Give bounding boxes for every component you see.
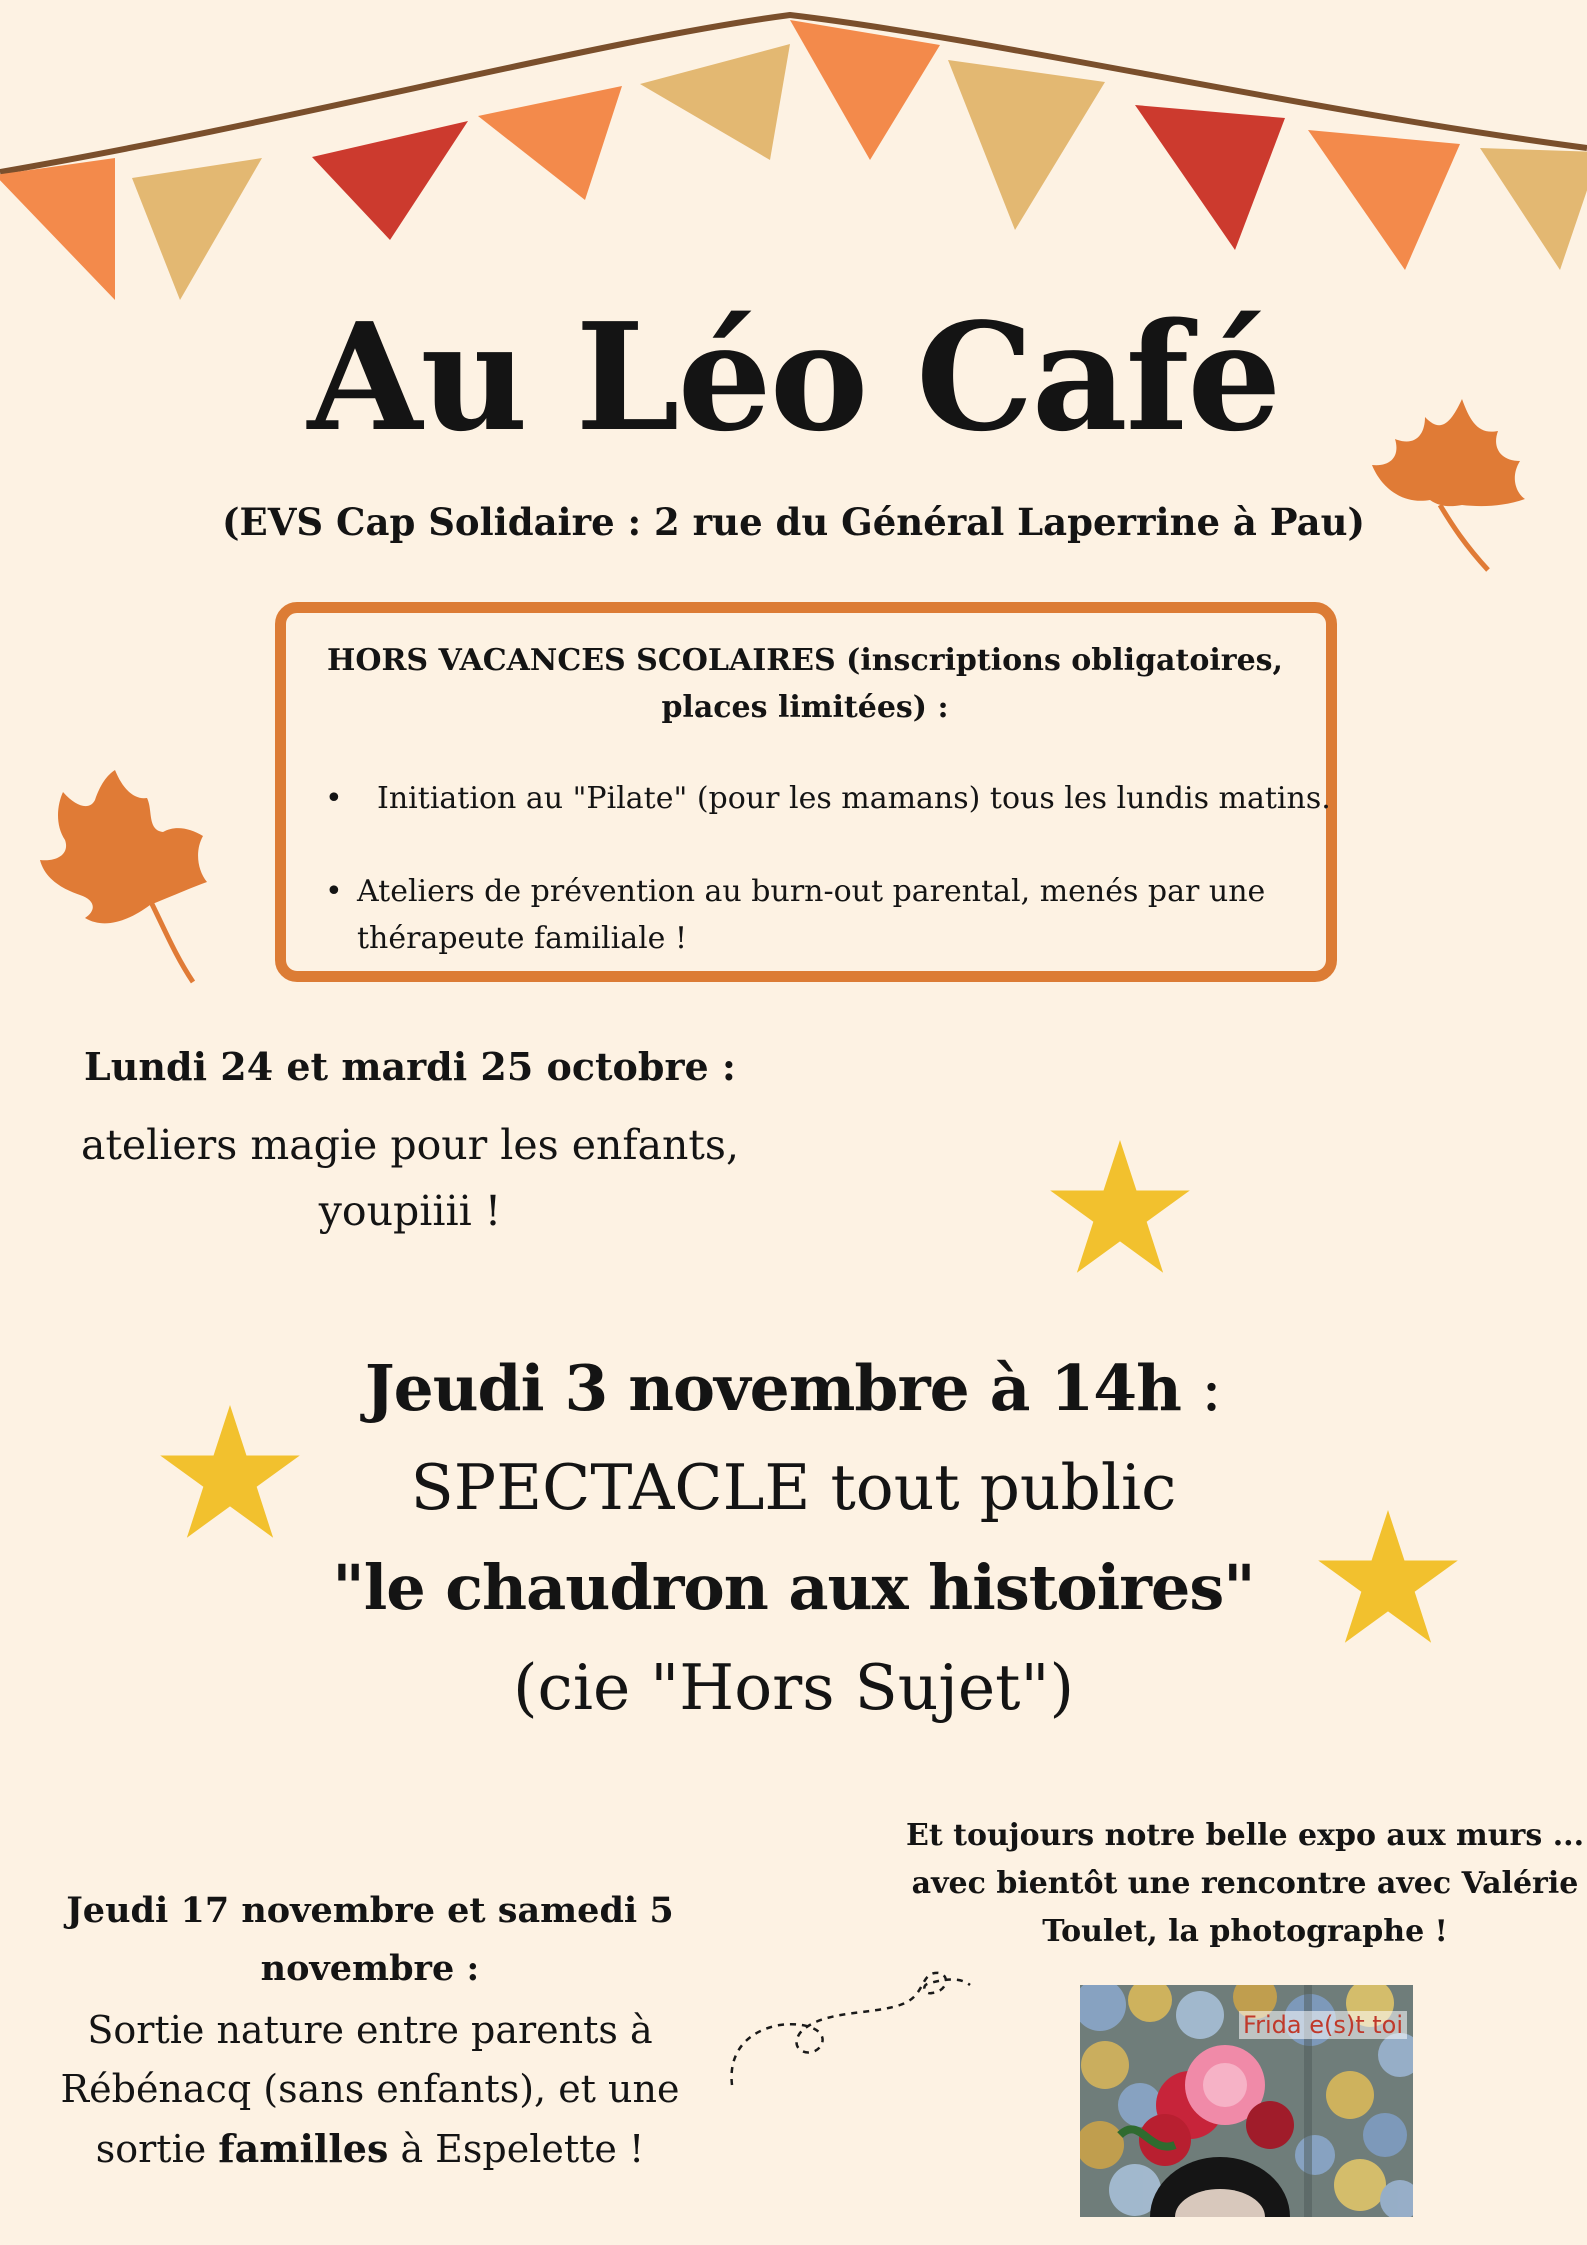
november3-colon: :	[1180, 1352, 1223, 1425]
november3-company: (cie "Hors Sujet")	[512, 1651, 1075, 1724]
expo-text: Et toujours notre belle expo aux murs ... avec bientôt une rencontre avec Valérie Toulet, la photographe !	[905, 1818, 1585, 1949]
expo-photo	[1080, 1985, 1413, 2217]
november3-date-text: Jeudi 3 novembre à 14h	[364, 1351, 1181, 1425]
november3-line2: SPECTACLE tout public	[410, 1451, 1177, 1524]
november17-date: Jeudi 17 novembre et samedi 5 novembre :	[66, 1890, 674, 1989]
november17-text	[30, 2001, 710, 2179]
hours-heading: HORS VACANCES SCOLAIRES (inscriptions obligatoires, places limitées) :	[327, 643, 1283, 725]
list-item: Initiation au "Pilate" (pour les mamans) tous les lundis matins.	[377, 781, 1331, 816]
page-title: Au Léo Café	[307, 290, 1280, 464]
bullet: •	[325, 781, 343, 816]
bullet: •	[325, 874, 343, 909]
bunting	[0, 0, 1587, 320]
star-icon	[1050, 1140, 1190, 1274]
october-date: Lundi 24 et mardi 25 octobre :	[84, 1044, 736, 1089]
november3-date	[0, 1343, 1587, 1434]
november17-text-before: Sortie nature entre parents à Rébénacq (sans enfants), et une sortie	[60, 2008, 680, 2171]
oak-leaf-icon	[35, 770, 215, 990]
november17-text-bold: familles	[218, 2126, 389, 2171]
november17-text-after: à Espelette !	[388, 2127, 645, 2171]
dotted-swirl	[720, 1955, 980, 2095]
november3-show-title: "le chaudron aux histoires"	[332, 1551, 1255, 1624]
photo-caption: Frida e(s)t toi	[1239, 2011, 1407, 2039]
address: (EVS Cap Solidaire : 2 rue du Général Laperrine à Pau)	[222, 500, 1365, 544]
list-item: Ateliers de prévention au burn-out parental, menés par une thérapeute familiale !	[357, 874, 1266, 956]
october-text: ateliers magie pour les enfants, youpiiii !	[81, 1121, 739, 1235]
